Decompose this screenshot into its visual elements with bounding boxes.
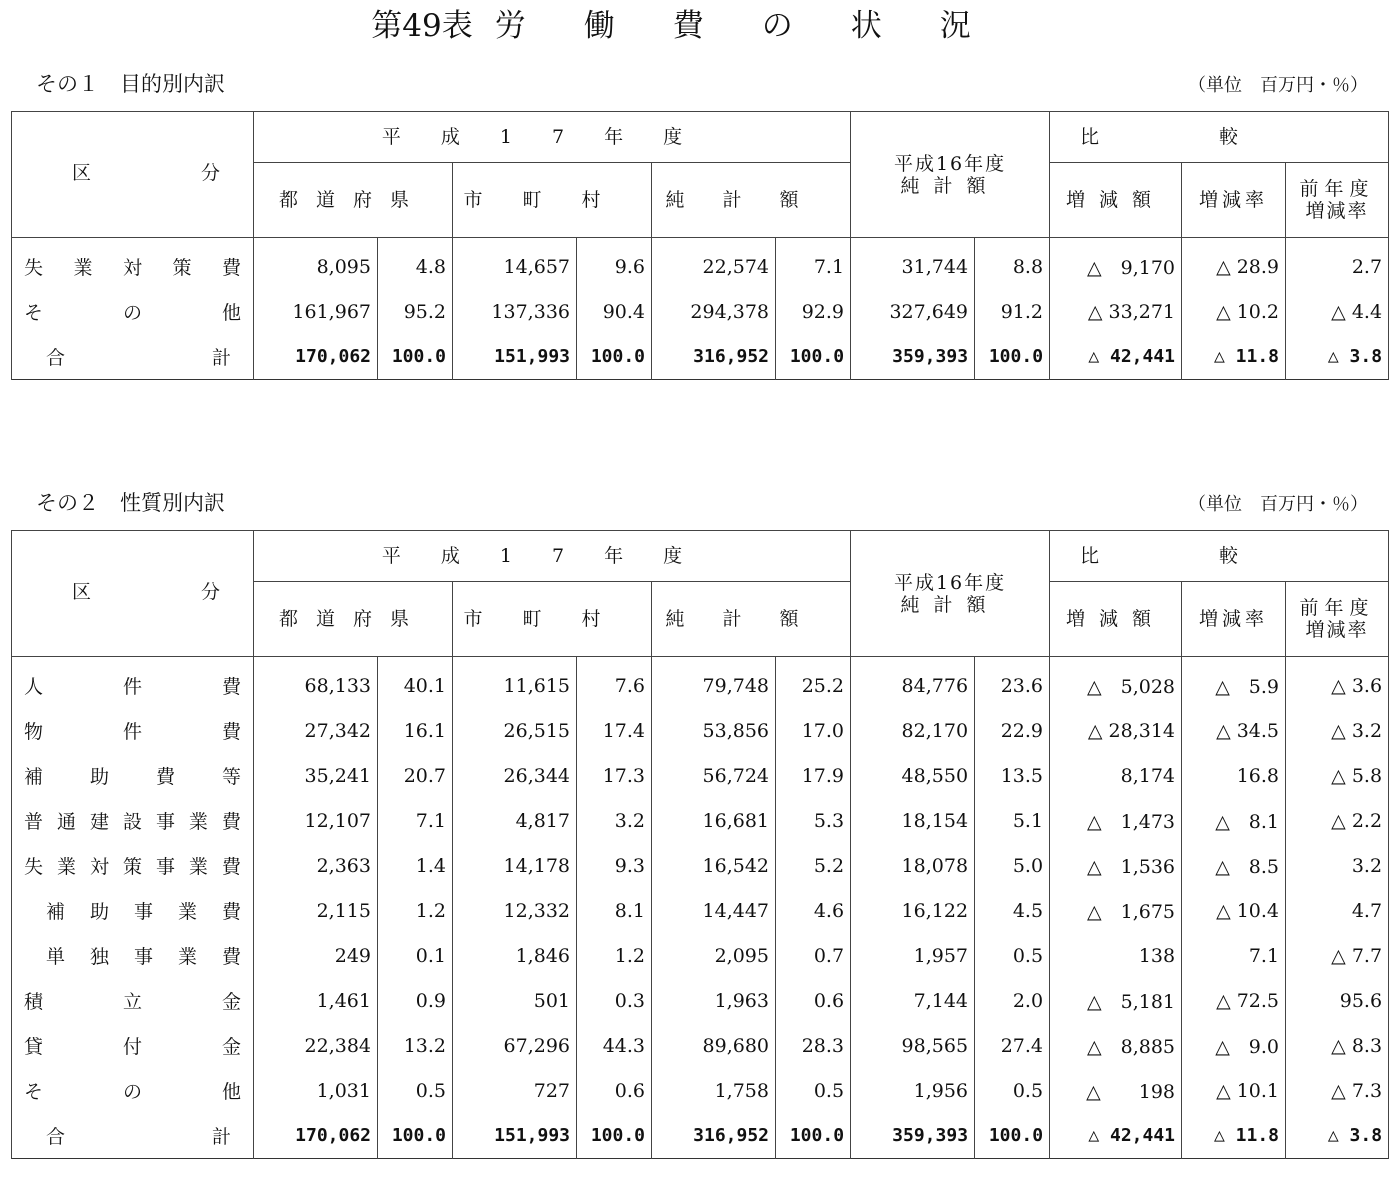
cell-value: 1,956 bbox=[851, 1068, 975, 1113]
label-char: 業 bbox=[188, 856, 208, 878]
table-row bbox=[12, 1068, 1389, 1113]
header-h17: 平成17年度 bbox=[254, 112, 851, 163]
cell-value: 3.2 bbox=[1286, 843, 1389, 888]
cell-value: △ 2.2 bbox=[1286, 798, 1389, 843]
cell-value: △ 7.7 bbox=[1286, 933, 1389, 978]
cell-value: 26,344 bbox=[453, 753, 577, 798]
table-row bbox=[12, 978, 1389, 1023]
label-char: 業 bbox=[177, 946, 197, 968]
label-char: 合 bbox=[46, 1126, 66, 1148]
cell-value: 53,856 bbox=[652, 708, 776, 753]
row-label bbox=[12, 657, 254, 709]
cell-value: △ 10.1 bbox=[1182, 1068, 1286, 1113]
cell-value: 151,993 bbox=[453, 334, 577, 380]
cell-value: 5.2 bbox=[776, 843, 851, 888]
cell-value: △ 3.6 bbox=[1286, 657, 1389, 709]
cell-value: 359,393 bbox=[851, 1113, 975, 1159]
cell-value: 0.3 bbox=[577, 978, 652, 1023]
cell-value: 90.4 bbox=[577, 289, 652, 334]
cell-value: △ 1,536 bbox=[1050, 843, 1182, 888]
cell-value: △ 42,441 bbox=[1050, 334, 1182, 380]
cell-value: 14,178 bbox=[453, 843, 577, 888]
cell-value: 1.4 bbox=[378, 843, 453, 888]
row-label-text bbox=[24, 672, 241, 699]
header-pref: 都道府県 bbox=[254, 163, 453, 238]
cell-value: △ 8.3 bbox=[1286, 1023, 1389, 1068]
cell-value: 8.1 bbox=[577, 888, 652, 933]
cell-value: 22,384 bbox=[254, 1023, 378, 1068]
row-label-text bbox=[24, 253, 241, 280]
label-char: 積 bbox=[24, 991, 44, 1013]
table-row bbox=[12, 888, 1389, 933]
cell-value: 100.0 bbox=[776, 1113, 851, 1159]
cell-value: 2,095 bbox=[652, 933, 776, 978]
cell-value: 1,031 bbox=[254, 1068, 378, 1113]
label-char: 策 bbox=[122, 856, 142, 878]
cell-value: △ 5,181 bbox=[1050, 978, 1182, 1023]
table-row-total bbox=[12, 1113, 1389, 1159]
cell-value: 14,447 bbox=[652, 888, 776, 933]
label-char: 計 bbox=[211, 347, 231, 369]
cell-value: △ 34.5 bbox=[1182, 708, 1286, 753]
header-h16: 平成16年度 純計額 bbox=[851, 112, 1050, 238]
cell-value: 17.3 bbox=[577, 753, 652, 798]
header-kubun: 区分 bbox=[12, 112, 254, 238]
cell-value: 27.4 bbox=[975, 1023, 1050, 1068]
cell-value: 0.5 bbox=[378, 1068, 453, 1113]
cell-value: 11,615 bbox=[453, 657, 577, 709]
label-char: 普 bbox=[24, 811, 44, 833]
cell-value: △ 3.2 bbox=[1286, 708, 1389, 753]
cell-value: 359,393 bbox=[851, 334, 975, 380]
row-label bbox=[12, 888, 254, 933]
cell-value: 8,095 bbox=[254, 238, 378, 290]
row-label bbox=[12, 978, 254, 1023]
label-char: 業 bbox=[177, 901, 197, 923]
row-label-text bbox=[24, 807, 241, 834]
label-char: 補 bbox=[46, 901, 66, 923]
cell-value: △ 7.3 bbox=[1286, 1068, 1389, 1113]
cell-value: △ 3.8 bbox=[1286, 334, 1389, 380]
cell-value: 137,336 bbox=[453, 289, 577, 334]
cell-value: 0.6 bbox=[776, 978, 851, 1023]
section-1-unit: （単位 百万円・％） bbox=[1188, 75, 1368, 96]
cell-value: 1.2 bbox=[378, 888, 453, 933]
cell-value: 48,550 bbox=[851, 753, 975, 798]
row-label-text bbox=[24, 1122, 241, 1149]
cell-value: 5.0 bbox=[975, 843, 1050, 888]
cell-value: 40.1 bbox=[378, 657, 453, 709]
cell-value: 22.9 bbox=[975, 708, 1050, 753]
label-char: 助 bbox=[89, 901, 109, 923]
cell-value: 7.1 bbox=[378, 798, 453, 843]
cell-value: 27,342 bbox=[254, 708, 378, 753]
cell-value: 4,817 bbox=[453, 798, 577, 843]
cell-value: 28.3 bbox=[776, 1023, 851, 1068]
label-char: 事 bbox=[133, 901, 153, 923]
title-prefix: 第49表 bbox=[371, 8, 473, 44]
cell-value: 2,363 bbox=[254, 843, 378, 888]
cell-value: 18,078 bbox=[851, 843, 975, 888]
header-compare: 比較 bbox=[1050, 531, 1389, 582]
row-label bbox=[12, 289, 254, 334]
label-char: 失 bbox=[24, 257, 44, 279]
cell-value: 327,649 bbox=[851, 289, 975, 334]
cell-value: 5.1 bbox=[975, 798, 1050, 843]
label-char: 人 bbox=[24, 676, 44, 698]
header-h17: 平成17年度 bbox=[254, 531, 851, 582]
row-label bbox=[12, 1023, 254, 1068]
label-char: 業 bbox=[73, 257, 93, 279]
table-row bbox=[12, 753, 1389, 798]
cell-value: 68,133 bbox=[254, 657, 378, 709]
label-char: 費 bbox=[221, 721, 241, 743]
cell-value: △ 1,473 bbox=[1050, 798, 1182, 843]
row-label bbox=[12, 798, 254, 843]
row-label-text bbox=[24, 1077, 241, 1104]
cell-value: 18,154 bbox=[851, 798, 975, 843]
cell-value: 95.2 bbox=[378, 289, 453, 334]
cell-value: △ 4.4 bbox=[1286, 289, 1389, 334]
label-char: 他 bbox=[221, 1081, 241, 1103]
header-rate: 増減率 bbox=[1182, 163, 1286, 238]
table-nature-breakdown bbox=[11, 530, 1389, 1159]
cell-value: 9.6 bbox=[577, 238, 652, 290]
cell-value: △ 5.8 bbox=[1286, 753, 1389, 798]
label-char: 策 bbox=[172, 257, 192, 279]
label-char: 件 bbox=[122, 721, 142, 743]
cell-value: 1,758 bbox=[652, 1068, 776, 1113]
cell-value: △ 3.8 bbox=[1286, 1113, 1389, 1159]
label-char: 金 bbox=[221, 1036, 241, 1058]
row-label bbox=[12, 1068, 254, 1113]
cell-value: 56,724 bbox=[652, 753, 776, 798]
cell-value: 12,107 bbox=[254, 798, 378, 843]
cell-value: 5.3 bbox=[776, 798, 851, 843]
cell-value: 170,062 bbox=[254, 1113, 378, 1159]
label-char: 失 bbox=[24, 856, 44, 878]
section-2-unit: （単位 百万円・％） bbox=[1188, 494, 1368, 515]
label-char: 付 bbox=[122, 1036, 142, 1058]
row-label-text bbox=[24, 762, 241, 789]
cell-value: 4.7 bbox=[1286, 888, 1389, 933]
label-char: 事 bbox=[155, 811, 175, 833]
row-label-text bbox=[24, 343, 241, 370]
table-row bbox=[12, 289, 1389, 334]
cell-value: 1,963 bbox=[652, 978, 776, 1023]
cell-value: 23.6 bbox=[975, 657, 1050, 709]
header-prev: 前年度 増減率 bbox=[1286, 582, 1389, 657]
label-char: 費 bbox=[155, 766, 175, 788]
table-row bbox=[12, 798, 1389, 843]
label-char: 件 bbox=[122, 676, 142, 698]
cell-value: △ 28.9 bbox=[1182, 238, 1286, 290]
label-char: 単 bbox=[46, 946, 66, 968]
header-net: 純計額 bbox=[652, 582, 851, 657]
cell-value: 13.2 bbox=[378, 1023, 453, 1068]
cell-value: 98,565 bbox=[851, 1023, 975, 1068]
label-char: 通 bbox=[56, 811, 76, 833]
cell-value: △ 42,441 bbox=[1050, 1113, 1182, 1159]
header-compare: 比較 bbox=[1050, 112, 1389, 163]
label-char: そ bbox=[24, 1081, 44, 1103]
cell-value: 2.0 bbox=[975, 978, 1050, 1023]
row-label bbox=[12, 1113, 254, 1159]
table-row bbox=[12, 657, 1389, 709]
row-label-text bbox=[24, 942, 241, 969]
label-char: 費 bbox=[221, 811, 241, 833]
cell-value: 16.8 bbox=[1182, 753, 1286, 798]
cell-value: 170,062 bbox=[254, 334, 378, 380]
label-char: 独 bbox=[89, 946, 109, 968]
cell-value: △ 8.1 bbox=[1182, 798, 1286, 843]
label-char: 費 bbox=[221, 676, 241, 698]
header-diff: 増減額 bbox=[1050, 582, 1182, 657]
row-label-text bbox=[24, 852, 241, 879]
cell-value: △ 5.9 bbox=[1182, 657, 1286, 709]
cell-value: 44.3 bbox=[577, 1023, 652, 1068]
cell-value: 316,952 bbox=[652, 334, 776, 380]
cell-value: 100.0 bbox=[975, 334, 1050, 380]
table-purpose-breakdown bbox=[11, 111, 1389, 380]
cell-value: 4.6 bbox=[776, 888, 851, 933]
label-char: 対 bbox=[122, 257, 142, 279]
cell-value: 16,122 bbox=[851, 888, 975, 933]
cell-value: 31,744 bbox=[851, 238, 975, 290]
title-main: 労働費の状況 bbox=[494, 8, 1029, 44]
cell-value: 7.1 bbox=[1182, 933, 1286, 978]
cell-value: 1.2 bbox=[577, 933, 652, 978]
cell-value: △ 72.5 bbox=[1182, 978, 1286, 1023]
cell-value: 92.9 bbox=[776, 289, 851, 334]
cell-value: 138 bbox=[1050, 933, 1182, 978]
cell-value: 25.2 bbox=[776, 657, 851, 709]
header-pref: 都道府県 bbox=[254, 582, 453, 657]
cell-value: 7,144 bbox=[851, 978, 975, 1023]
cell-value: △ 10.2 bbox=[1182, 289, 1286, 334]
cell-value: 249 bbox=[254, 933, 378, 978]
table-row-total bbox=[12, 334, 1389, 380]
table-row bbox=[12, 238, 1389, 290]
table-row bbox=[12, 708, 1389, 753]
cell-value: △ 10.4 bbox=[1182, 888, 1286, 933]
cell-value: 79,748 bbox=[652, 657, 776, 709]
cell-value: △ 9,170 bbox=[1050, 238, 1182, 290]
row-label-text bbox=[24, 897, 241, 924]
cell-value: △ 33,271 bbox=[1050, 289, 1182, 334]
label-char: の bbox=[122, 1081, 142, 1103]
page-title bbox=[0, 4, 1400, 48]
cell-value: 2.7 bbox=[1286, 238, 1389, 290]
cell-value: 16,681 bbox=[652, 798, 776, 843]
cell-value: △ 9.0 bbox=[1182, 1023, 1286, 1068]
row-label-text bbox=[24, 1032, 241, 1059]
cell-value: 13.5 bbox=[975, 753, 1050, 798]
cell-value: 0.1 bbox=[378, 933, 453, 978]
header-muni: 市町村 bbox=[453, 582, 652, 657]
cell-value: 20.7 bbox=[378, 753, 453, 798]
cell-value: 84,776 bbox=[851, 657, 975, 709]
cell-value: △ 11.8 bbox=[1182, 1113, 1286, 1159]
row-label-text bbox=[24, 298, 241, 325]
cell-value: 16.1 bbox=[378, 708, 453, 753]
cell-value: 100.0 bbox=[776, 334, 851, 380]
cell-value: 100.0 bbox=[378, 1113, 453, 1159]
row-label bbox=[12, 334, 254, 380]
section-1-subtitle: その１ 目的別内訳 bbox=[36, 72, 225, 96]
cell-value: △ 5,028 bbox=[1050, 657, 1182, 709]
cell-value: 100.0 bbox=[577, 334, 652, 380]
label-char: 金 bbox=[221, 991, 241, 1013]
label-char: 貸 bbox=[24, 1036, 44, 1058]
cell-value: 26,515 bbox=[453, 708, 577, 753]
label-char: 業 bbox=[56, 856, 76, 878]
cell-value: 8.8 bbox=[975, 238, 1050, 290]
cell-value: 4.8 bbox=[378, 238, 453, 290]
cell-value: 1,957 bbox=[851, 933, 975, 978]
cell-value: 91.2 bbox=[975, 289, 1050, 334]
label-char: 業 bbox=[188, 811, 208, 833]
header-rate: 増減率 bbox=[1182, 582, 1286, 657]
cell-value: 12,332 bbox=[453, 888, 577, 933]
cell-value: △ 8,885 bbox=[1050, 1023, 1182, 1068]
cell-value: 17.9 bbox=[776, 753, 851, 798]
header-prev: 前年度 増減率 bbox=[1286, 163, 1389, 238]
cell-value: 14,657 bbox=[453, 238, 577, 290]
label-char: 建 bbox=[89, 811, 109, 833]
cell-value: 7.6 bbox=[577, 657, 652, 709]
label-char: そ bbox=[24, 302, 44, 324]
table-row bbox=[12, 1023, 1389, 1068]
label-char: 設 bbox=[122, 811, 142, 833]
table-row bbox=[12, 933, 1389, 978]
cell-value: 161,967 bbox=[254, 289, 378, 334]
label-char: 他 bbox=[221, 302, 241, 324]
label-char: 費 bbox=[221, 946, 241, 968]
header-kubun: 区分 bbox=[12, 531, 254, 657]
row-label bbox=[12, 933, 254, 978]
row-label bbox=[12, 843, 254, 888]
cell-value: 501 bbox=[453, 978, 577, 1023]
cell-value: 17.0 bbox=[776, 708, 851, 753]
label-char: 助 bbox=[89, 766, 109, 788]
cell-value: 16,542 bbox=[652, 843, 776, 888]
cell-value: 8,174 bbox=[1050, 753, 1182, 798]
cell-value: 294,378 bbox=[652, 289, 776, 334]
header-muni: 市町村 bbox=[453, 163, 652, 238]
cell-value: 2,115 bbox=[254, 888, 378, 933]
cell-value: △ 11.8 bbox=[1182, 334, 1286, 380]
cell-value: 35,241 bbox=[254, 753, 378, 798]
cell-value: △ 8.5 bbox=[1182, 843, 1286, 888]
label-char: 物 bbox=[24, 721, 44, 743]
cell-value: 151,993 bbox=[453, 1113, 577, 1159]
cell-value: 7.1 bbox=[776, 238, 851, 290]
cell-value: 0.5 bbox=[975, 933, 1050, 978]
row-label bbox=[12, 708, 254, 753]
header-diff: 増減額 bbox=[1050, 163, 1182, 238]
cell-value: △ 28,314 bbox=[1050, 708, 1182, 753]
cell-value: 4.5 bbox=[975, 888, 1050, 933]
row-label-text bbox=[24, 717, 241, 744]
cell-value: 0.5 bbox=[975, 1068, 1050, 1113]
label-char: 費 bbox=[221, 257, 241, 279]
cell-value: 95.6 bbox=[1286, 978, 1389, 1023]
label-char: 対 bbox=[89, 856, 109, 878]
section-2-subtitle: その２ 性質別内訳 bbox=[36, 491, 225, 515]
cell-value: 1,461 bbox=[254, 978, 378, 1023]
cell-value: 9.3 bbox=[577, 843, 652, 888]
cell-value: 89,680 bbox=[652, 1023, 776, 1068]
label-char: 立 bbox=[122, 991, 142, 1013]
cell-value: 3.2 bbox=[577, 798, 652, 843]
header-h16: 平成16年度 純計額 bbox=[851, 531, 1050, 657]
header-net: 純計額 bbox=[652, 163, 851, 238]
cell-value: 17.4 bbox=[577, 708, 652, 753]
label-char: 補 bbox=[24, 766, 44, 788]
label-char: 費 bbox=[221, 901, 241, 923]
label-char: 計 bbox=[211, 1126, 231, 1148]
cell-value: 1,846 bbox=[453, 933, 577, 978]
cell-value: △ 198 bbox=[1050, 1068, 1182, 1113]
label-char: 合 bbox=[46, 347, 66, 369]
table-row bbox=[12, 843, 1389, 888]
cell-value: 0.6 bbox=[577, 1068, 652, 1113]
cell-value: 82,170 bbox=[851, 708, 975, 753]
cell-value: 100.0 bbox=[975, 1113, 1050, 1159]
label-char: 等 bbox=[221, 766, 241, 788]
cell-value: 0.9 bbox=[378, 978, 453, 1023]
row-label bbox=[12, 753, 254, 798]
cell-value: 67,296 bbox=[453, 1023, 577, 1068]
cell-value: 100.0 bbox=[577, 1113, 652, 1159]
label-char: 事 bbox=[133, 946, 153, 968]
cell-value: 0.5 bbox=[776, 1068, 851, 1113]
row-label-text bbox=[24, 987, 241, 1014]
label-char: の bbox=[122, 302, 142, 324]
cell-value: 316,952 bbox=[652, 1113, 776, 1159]
cell-value: 22,574 bbox=[652, 238, 776, 290]
label-char: 費 bbox=[221, 856, 241, 878]
cell-value: 100.0 bbox=[378, 334, 453, 380]
cell-value: 0.7 bbox=[776, 933, 851, 978]
label-char: 事 bbox=[155, 856, 175, 878]
cell-value: 727 bbox=[453, 1068, 577, 1113]
row-label bbox=[12, 238, 254, 290]
cell-value: △ 1,675 bbox=[1050, 888, 1182, 933]
